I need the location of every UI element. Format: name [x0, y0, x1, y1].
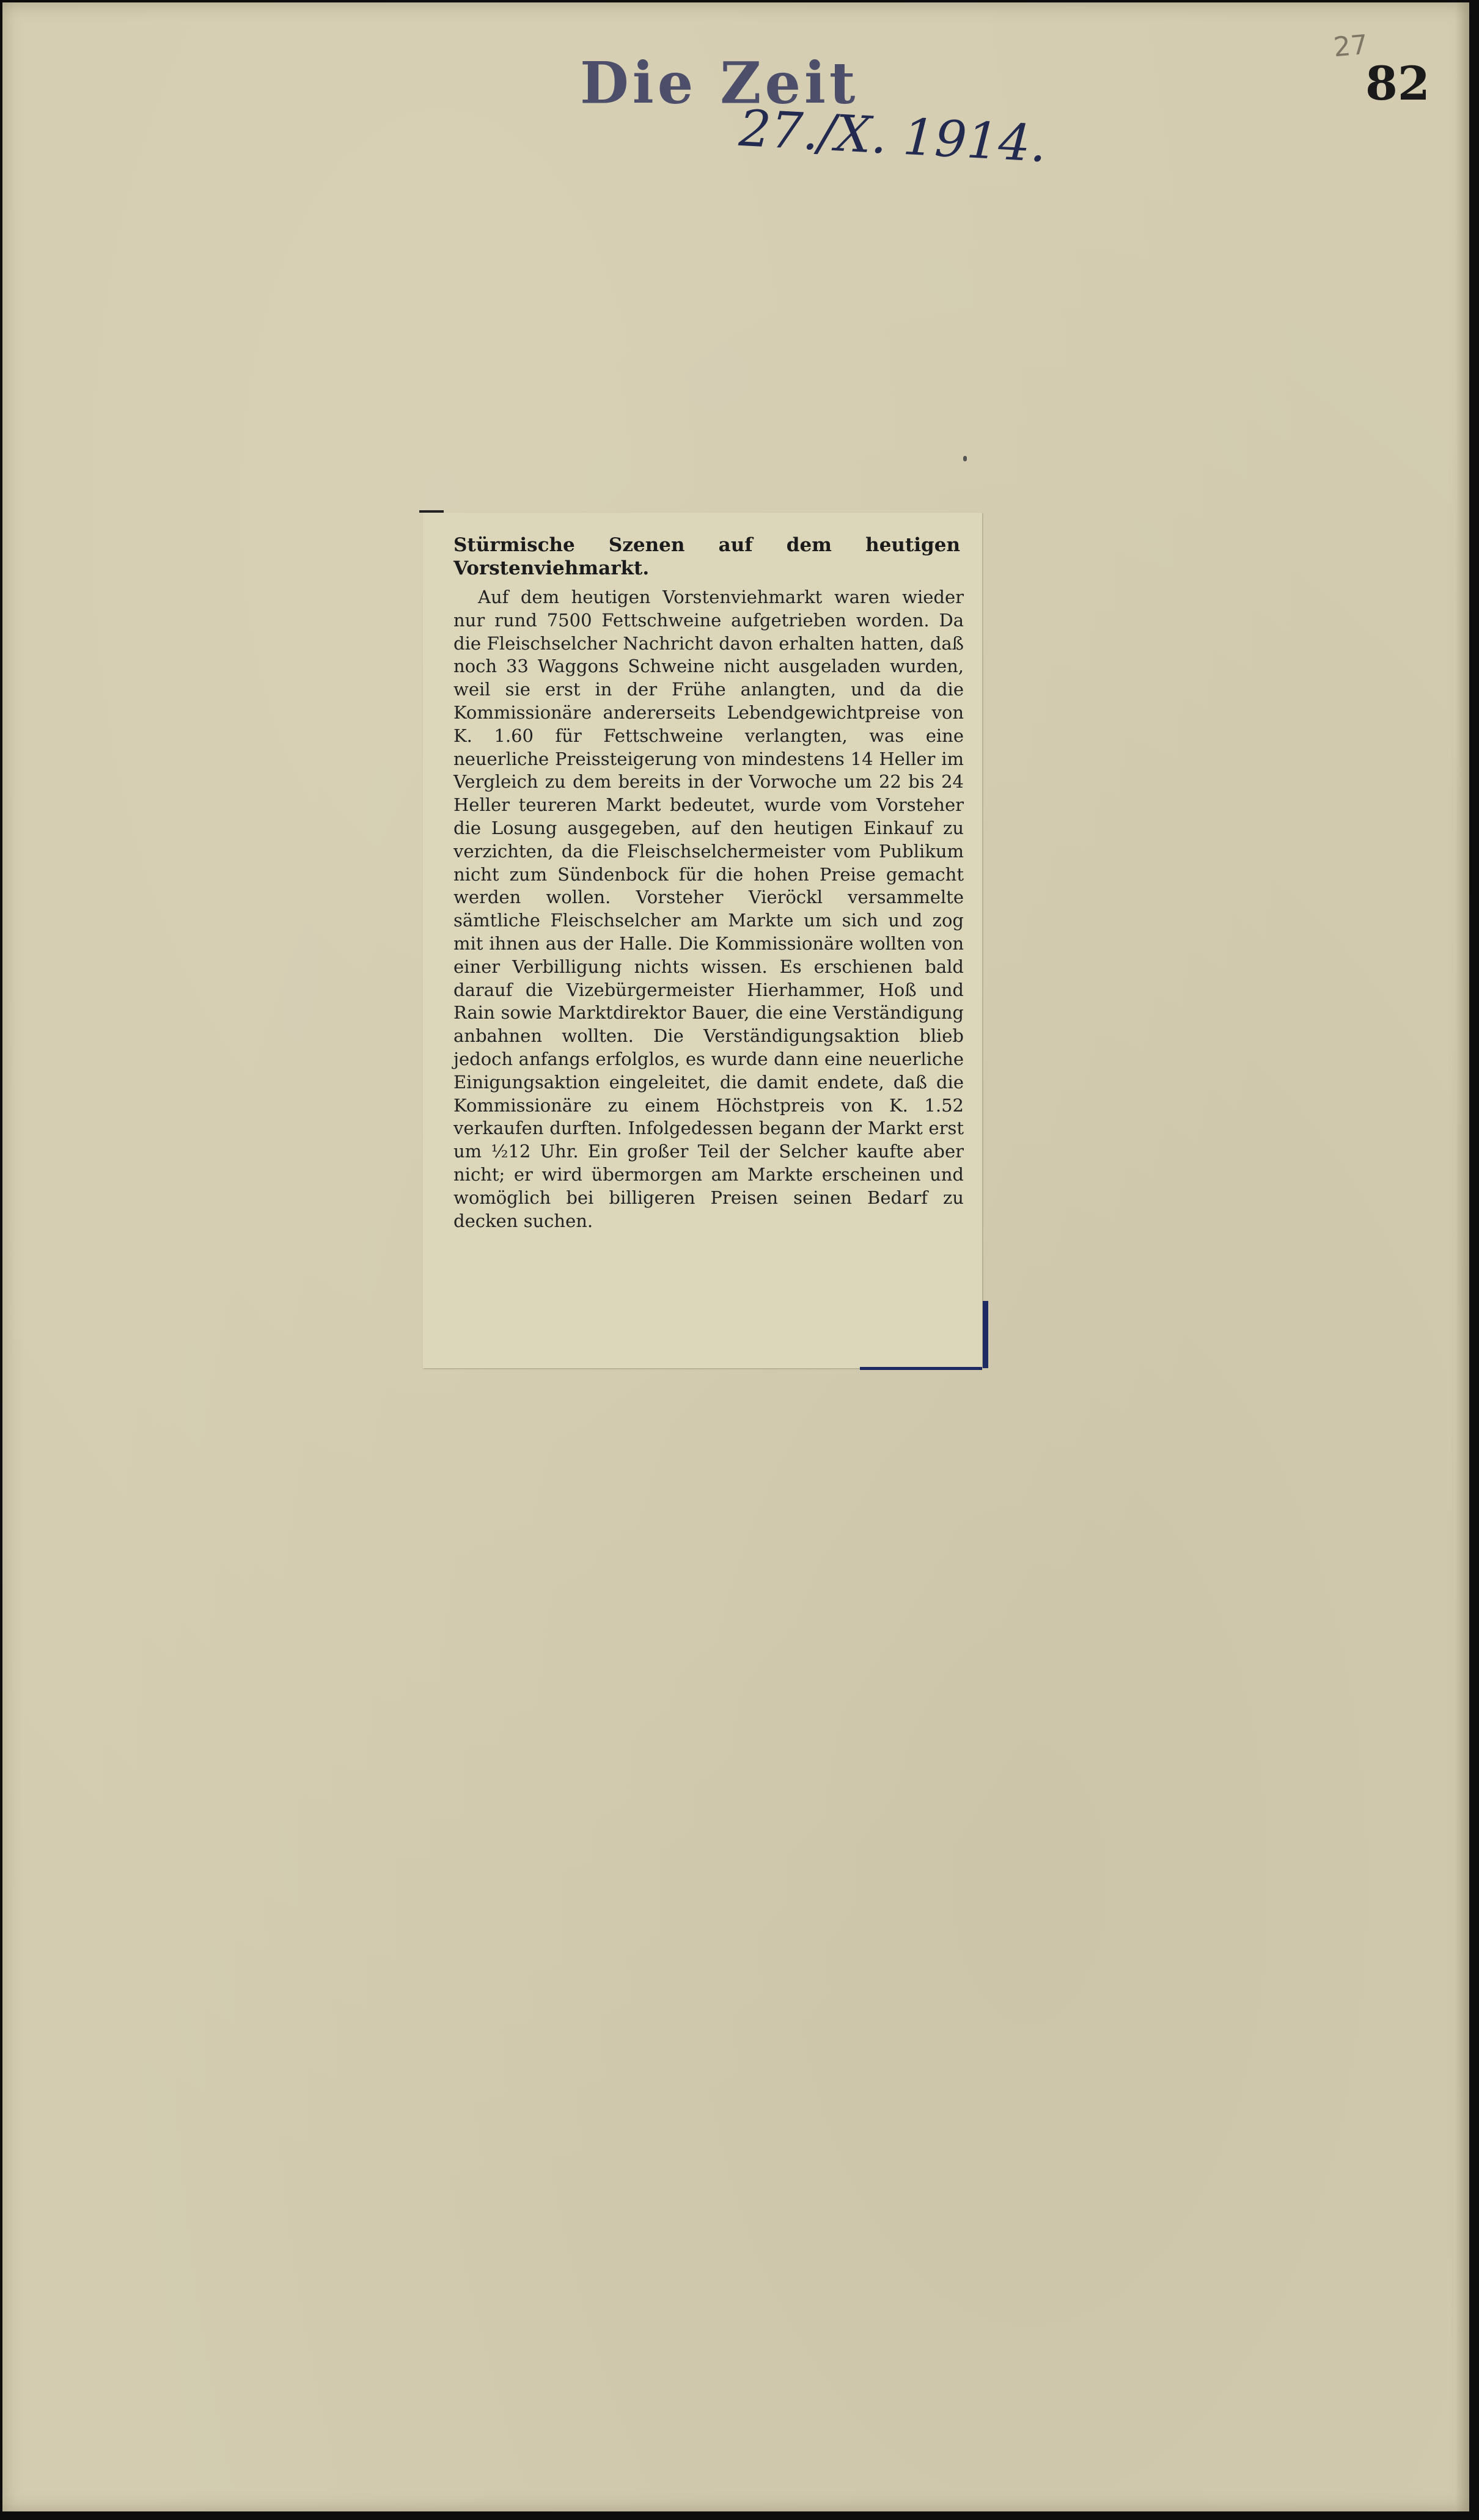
- newspaper-clipping: [423, 513, 982, 1368]
- paper-edge-shadow: [1456, 2, 1469, 2511]
- clipping-headline: Stürmische Szenen auf dem heutigen Vorstenviehmarkt.: [453, 534, 960, 579]
- folio-number: 82: [1365, 56, 1430, 111]
- pencil-folio-number: 27: [1332, 29, 1370, 64]
- clipping-body-text: Auf dem heutigen Vorstenviehmarkt waren wieder nur rund 7500 Fettschweine aufgetrieben worden. Da die Fleischselcher Nachricht davon erhalten hatten, daß noch 33 Waggons Schweine nicht ausgeladen wurden, weil sie erst in der Frühe anlangten, und da die Kommissionäre andererseits Lebendgewichtpreise von K. 1.60 für Fettschweine verlangten, was eine neuerliche Preissteigerung von mindestens 14 Heller im Vergleich zu dem bereits in der Vorwoche um 22 bis 24 Heller teureren Markt bedeutet, wurde vom Vorsteher die Losung ausgegeben, auf den heutigen Einkauf zu verzichten, da die Fleischselchermeister vom Publikum nicht zum Sündenbock für die hohen Preise gemacht werden wollen. Vorsteher Vieröckl versammelte sämtliche Fleischselcher am Markte um sich und zog mit ihnen aus der Halle. Die Kommissionäre wollten von einer Verbilligung nichts wissen. Es erschienen bald darauf die Vizebürgermeister Hierhammer, Hoß und Rain sowie Marktdirektor Bauer, die eine Verständigung anbahnen wollten. Die Verständigungsaktion blieb jedoch anfangs erfolglos, es wurde dann eine neuerliche Einigungsaktion eingeleitet, die damit endete, daß die Kommissionäre zu einem Höchstpreis von K. 1.52 verkaufen durften. Infolgedessen begann der Markt erst um ½12 Uhr. Ein großer Teil der Selcher kaufte aber nicht; er wird übermorgen am Markte erscheinen und womöglich bei billigeren Preisen seinen Bedarf zu decken suchen.: [453, 587, 964, 1231]
- handwritten-date: 27./X. 1914.: [737, 99, 1048, 174]
- blue-pencil-mark-right: [983, 1301, 988, 1368]
- archive-sheet: [2, 2, 1469, 2511]
- blue-pencil-mark-bottom: [860, 1367, 982, 1370]
- newspaper-stamp: Die Zeit: [580, 49, 859, 117]
- ink-speck: [963, 456, 967, 461]
- clipping-top-rule: [419, 510, 444, 513]
